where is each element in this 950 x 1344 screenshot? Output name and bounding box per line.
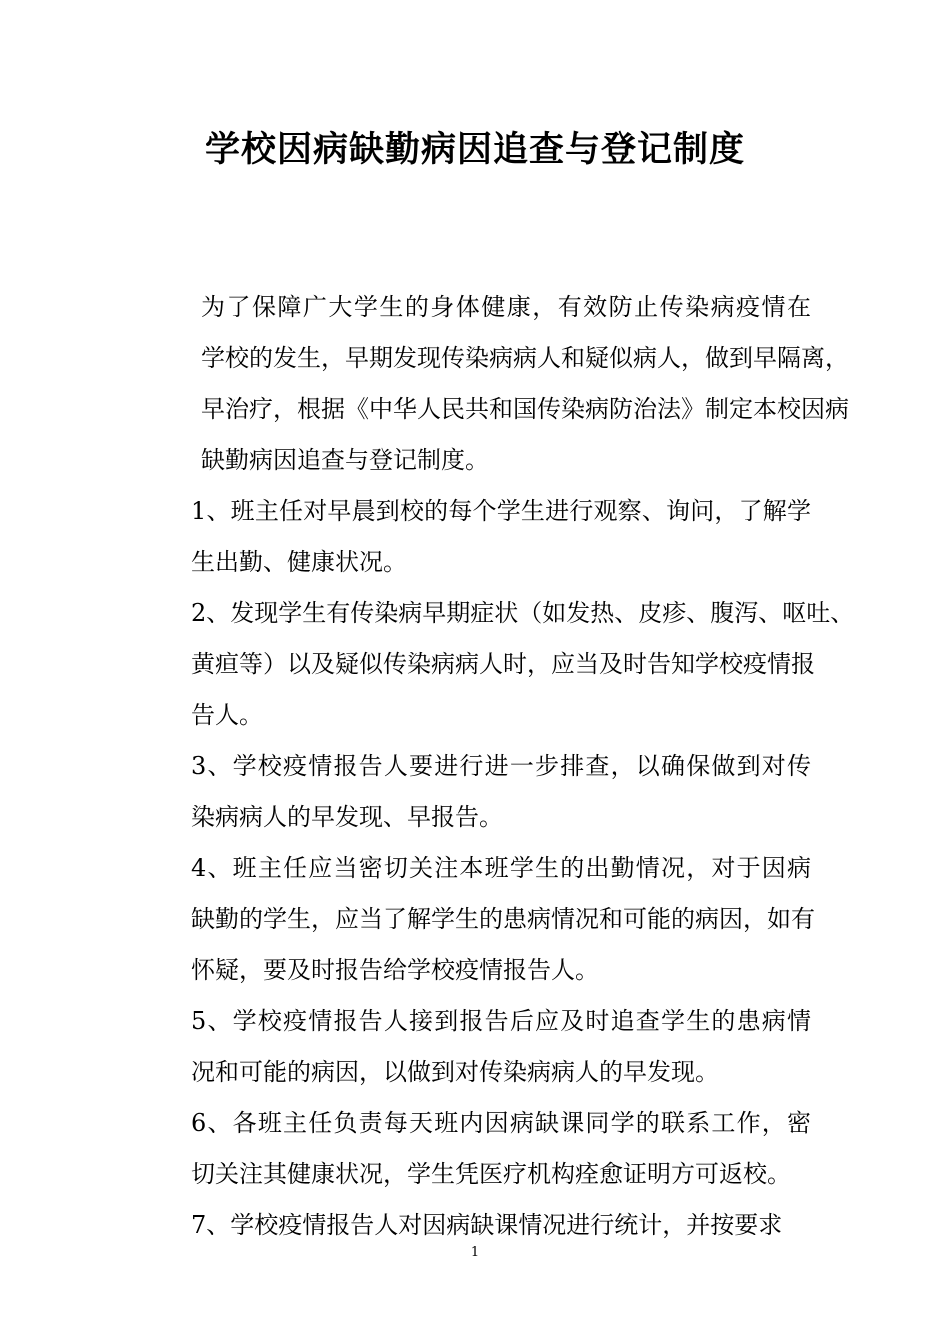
paragraph — [143, 741, 811, 843]
paragraph — [143, 486, 811, 588]
text-line: 4、班主任应当密切关注本班学生的出勤情况，对于因病 — [191, 854, 811, 882]
paragraph — [143, 996, 811, 1098]
text-line: 况和可能的病因，以做到对传染病病人的早发现。 — [191, 1058, 719, 1086]
text-line: 切关注其健康状况，学生凭医疗机构痊愈证明方可返校。 — [191, 1160, 791, 1188]
text-line: 生出勤、健康状况。 — [191, 548, 407, 576]
document-title: 学校因病缺勤病因追查与登记制度 — [204, 129, 745, 170]
text-line: 染病病人的早发现、早报告。 — [191, 803, 503, 831]
page-number: 1 — [470, 1245, 480, 1260]
text-line: 7、学校疫情报告人对因病缺课情况进行统计，并按要求 — [191, 1211, 783, 1239]
text-line: 为了保障广大学生的身体健康，有效防止传染病疫情在 — [201, 293, 811, 321]
text-line: 3、学校疫情报告人要进行进一步排查，以确保做到对传 — [191, 752, 811, 780]
text-line: 5、学校疫情报告人接到报告后应及时追查学生的患病情 — [191, 1007, 811, 1035]
paragraph — [143, 1200, 811, 1251]
paragraph — [143, 588, 855, 741]
document-body — [143, 282, 855, 1251]
text-line: 2、发现学生有传染病早期症状（如发热、皮疹、腹泻、呕吐、 — [191, 599, 855, 627]
paragraph — [143, 843, 815, 996]
text-line: 怀疑，要及时报告给学校疫情报告人。 — [191, 956, 599, 984]
text-line: 告人。 — [191, 701, 263, 729]
paragraph — [143, 1098, 811, 1200]
paragraph — [143, 282, 849, 486]
text-line: 1、班主任对早晨到校的每个学生进行观察、询问，了解学 — [191, 497, 811, 525]
text-line: 6、各班主任负责每天班内因病缺课同学的联系工作，密 — [191, 1109, 811, 1137]
text-line: 黄疸等）以及疑似传染病病人时，应当及时告知学校疫情报 — [191, 650, 815, 678]
text-line: 早治疗，根据《中华人民共和国传染病防治法》制定本校因病 — [201, 395, 849, 423]
text-line: 缺勤的学生，应当了解学生的患病情况和可能的病因，如有 — [191, 905, 815, 933]
text-line: 缺勤病因追查与登记制度。 — [201, 446, 489, 474]
text-line: 学校的发生，早期发现传染病病人和疑似病人，做到早隔离， — [201, 344, 849, 372]
